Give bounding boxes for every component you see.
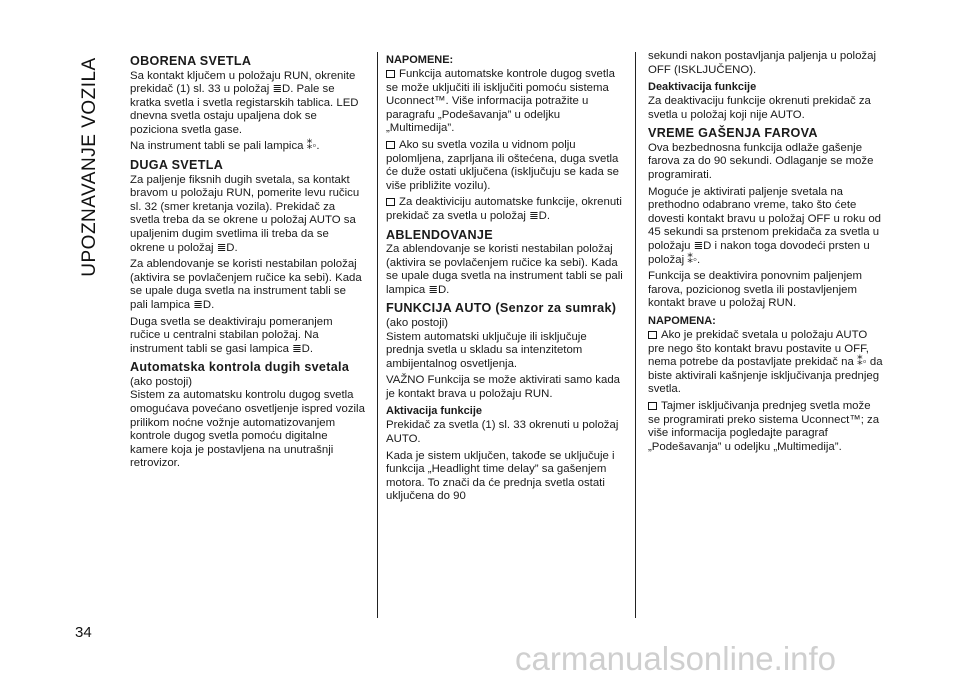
paragraph: Na instrument tabli se pali lampica ⁑◦. <box>130 140 320 153</box>
paragraph: Ova bezbednosna funkcija odlaže gašenje farova za do 90 sekundi. Odlaganje se može programirati. <box>648 141 874 182</box>
paragraph: Za ablendovanje se koristi nestabilan položaj (aktivira se povlačenjem ručice ka sebi). Kada se upale duga svetla na instrument tabli se pali lampica ≣D. <box>386 243 623 296</box>
note-box-icon <box>386 70 395 78</box>
note-box-icon <box>648 331 657 339</box>
heading-oborena-svetla: OBORENA SVETLA <box>130 54 252 68</box>
note-box-icon <box>648 402 657 410</box>
paragraph: VAŽNO Funkcija se može aktivirati samo kada je kontakt brava u položaju RUN. <box>386 374 621 400</box>
paragraph: Za deaktivaciju funkcije okrenuti prekidač za svetla u položaj koji nije AUTO. <box>648 95 871 121</box>
heading-ablendovanje: ABLENDOVANJE <box>386 227 493 242</box>
paragraph: Sa kontakt ključem u položaju RUN, okrenite prekidač (1) sl. 33 u položaj ≣D. Pale se kratka svetla i svetla registarskih tablica. LED dnevna svetla ostaju upaljena dok se poziciona svetla gase. <box>130 69 359 136</box>
section-side-title-text: UPOZNAVANJE VOZILA <box>79 56 100 277</box>
note-item <box>386 139 623 193</box>
paragraph: Kada je sistem uključen, takođe se uključuje i funkcija „Headlight time delay” sa gašenjem motora. To znači da će prednja svetla ostati uključena do 90 <box>386 449 615 503</box>
heading-aktivacija-funkcije: Aktivacija funkcije <box>386 405 482 418</box>
note-text: Funkcija automatske kontrole dugog svetla se može uključiti ili isključiti pomoću sistema Uconnect™. Više informacija potražite u paragrafu „Podešavanja” u odeljku „Multimedija”. <box>386 68 615 135</box>
paragraph: Duga svetla se deaktiviraju pomeranjem ručice u centralni stabilan položaj. Na instrument tabli se gasi lampica ≣D. <box>130 315 333 355</box>
note-item <box>648 329 884 397</box>
note-item <box>386 68 623 136</box>
paragraph: Sistem za automatsku kontrolu dugog svetla omogućava povećano osvetljenje ispred vozila prilikom noćne vožnje automatizovanjem kontrole dugog svetla pomoću digitalne kamere koja je postavljena na unutrašnji retrovizor. <box>130 389 365 470</box>
note-item <box>386 196 623 223</box>
column-3 <box>648 50 884 457</box>
section-side-title <box>70 44 110 289</box>
heading-automatska-kontrola: Automatska kontrola dugih svetala <box>130 360 350 375</box>
page-number: 34 <box>75 624 92 641</box>
paragraph: Funkcija se deaktivira ponovnim paljenjem farova, pozicionog svetla ili postavljenjem kontakt brave u položaj RUN. <box>648 270 862 310</box>
paragraph: Sistem automatski uključuje ili isključuje prednja svetla u skladu sa intenzitetom ambijentalnog osvetljenja. <box>386 330 587 370</box>
column-divider <box>377 52 378 618</box>
note-box-icon <box>386 141 395 149</box>
paragraph: Za paljenje fiksnih dugih svetala, sa kontakt bravom u položaju RUN, pomerite levu ručicu sl. 32 (smer kretanja vozila). Prekidač za svetla treba da se okrene u položaj AUTO sa upaljenim dugim svetlima ili treba da se okrene u položaj ≣D. <box>130 173 360 254</box>
column-2 <box>386 50 623 507</box>
paragraph: Moguće je aktivirati paljenje svetala na prethodno odabrano vreme, tako što ćete dovesti kontakt bravu u položaj OFF u roku od 45 sekundi sa prstenom prekidača za svetla u položaju ≣D i nakon toga dovodeći prsten u položaj ⁑◦. <box>648 185 881 266</box>
paragraph: (ako postoji) <box>386 316 449 329</box>
heading-deaktivacija-funkcije: Deaktivacija funkcije <box>648 81 757 94</box>
watermark: carmanualsonline.info <box>515 640 837 677</box>
paragraph: (ako postoji) <box>130 375 193 388</box>
note-text: Tajmer isključivanja prednjeg svetla može se programirati preko sistema Uconnect™; za više informacija pogledajte paragraf „Podešavanja” u odeljku „Multimedija”. <box>648 399 880 453</box>
heading-vreme-gasenja-farova: VREME GAŠENJA FAROVA <box>648 126 818 141</box>
heading-funkcija-auto: FUNKCIJA AUTO (Senzor za sumrak) <box>386 301 617 316</box>
column-divider <box>635 52 636 618</box>
note-text: Ako je prekidač svetala u položaju AUTO pre nego što kontakt bravu postavite u OFF, nema potrebe da postavljate prekidač na ⁑◦ da biste aktivirali kašnjenje isključivanja prednjeg svetla. <box>648 329 883 396</box>
heading-napomena: NAPOMENA: <box>648 315 716 327</box>
note-box-icon <box>386 198 395 206</box>
paragraph: Prekidač za svetla (1) sl. 33 okrenuti u položaj AUTO. <box>386 419 619 446</box>
heading-napomene: NAPOMENE: <box>386 54 454 66</box>
note-text: Za deaktiviciju automatske funkcije, okrenuti prekidač za svetla u položaj ≣D. <box>386 196 622 222</box>
column-1 <box>130 50 366 474</box>
note-text: Ako su svetla vozila u vidnom polju polomljena, zaprljana ili oštećena, duga svetla će duže ostati uključena (isključuju se kada se više približite vozilu). <box>386 138 620 192</box>
paragraph: Za ablendovanje se koristi nestabilan položaj (aktivira se povlačenjem ručice ka sebi). Kada se upale duga svetla na instrument tabli se pali lampica ≣D. <box>130 258 362 311</box>
paragraph: sekundi nakon postavljanja paljenja u položaj OFF (ISKLJUČENO). <box>648 50 876 76</box>
note-item <box>648 400 884 454</box>
heading-duga-svetla: DUGA SVETLA <box>130 158 224 173</box>
